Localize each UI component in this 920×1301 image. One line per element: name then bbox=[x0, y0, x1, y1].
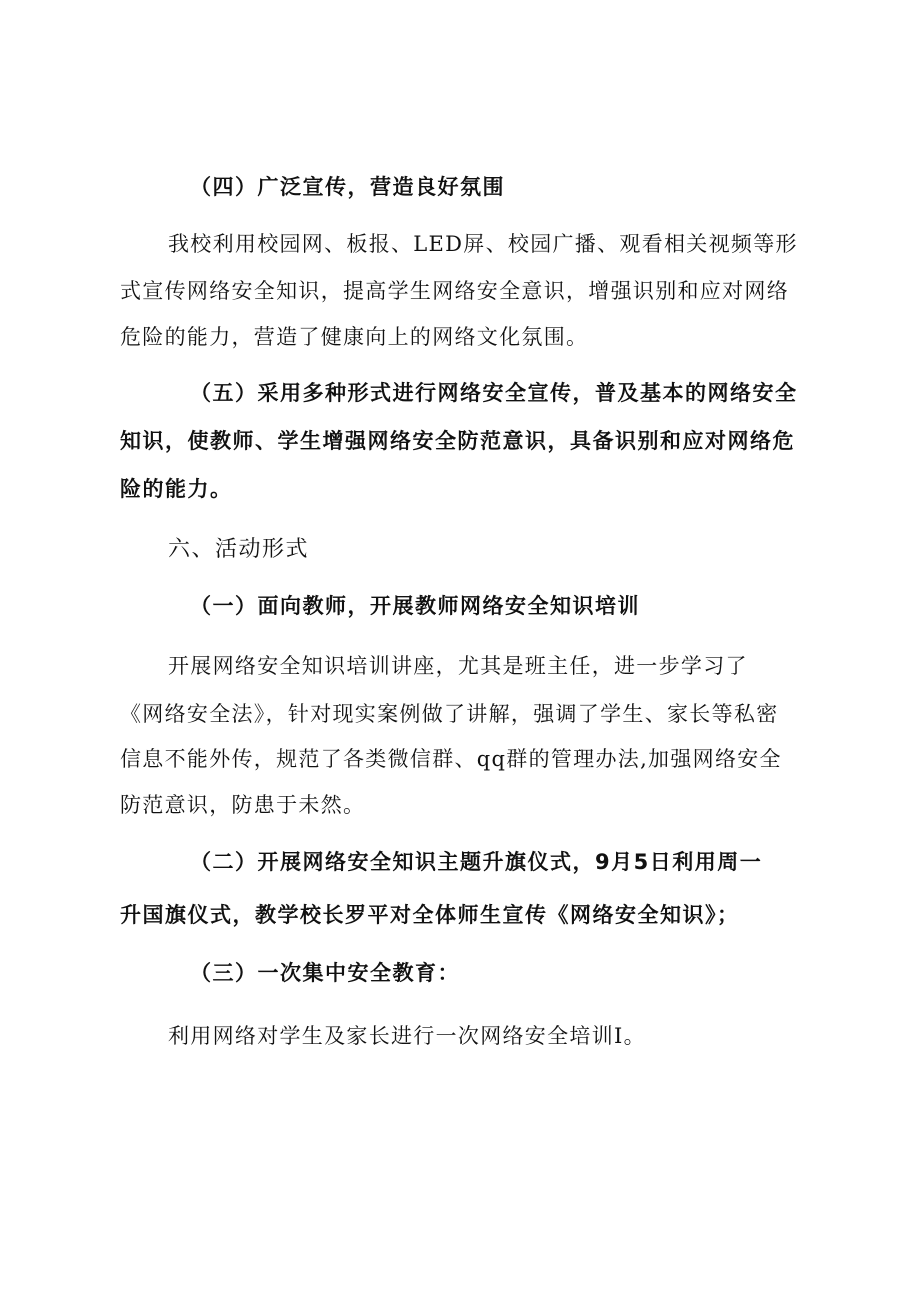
item-1-title: （一）面向教师，开展教师网络安全知识培训 bbox=[190, 594, 640, 618]
chapter-6-title: 六、活动形式 bbox=[168, 537, 310, 562]
item-3-title: （三）一次集中安全教育： bbox=[190, 961, 460, 985]
item-3-body-line-1: 利用网络对学生及家长进行一次网络安全培训Ⅰ。 bbox=[168, 1024, 646, 1048]
section-4-body-line-2: 式宣传网络安全知识，提高学生网络安全意识，增强识别和应对网络 bbox=[120, 279, 789, 303]
item-1-body-line-4: 防范意识，防患于未然。 bbox=[120, 793, 366, 817]
item-1-body-line-1: 开展网络安全知识培训讲座，尤其是班主任，进一步学习了 bbox=[168, 654, 748, 678]
section-4-body-line-1: 我校利用校园网、板报、LED屏、校园广播、观看相关视频等形 bbox=[168, 232, 798, 256]
section-5-line-1: （五）采用多种形式进行网络安全宣传，普及基本的网络安全 bbox=[190, 381, 798, 405]
section-4-body-line-3: 危险的能力，营造了健康向上的网络文化氛围。 bbox=[120, 325, 589, 349]
item-1-body-line-2: 《网络安全法》，针对现实案例做了讲解，强调了学生、家长等私密 bbox=[120, 702, 779, 726]
section-5-line-3: 险的能力。 bbox=[120, 477, 233, 501]
section-4-title: （四）广泛宣传，营造良好氛围 bbox=[190, 175, 505, 199]
item-2-line-1: （二）开展网络安全知识主题升旗仪式，9月5日利用周一 bbox=[190, 850, 763, 874]
item-1-body-line-3: 信息不能外传，规范了各类微信群、qq群的管理办法,加强网络安全 bbox=[120, 747, 782, 771]
item-2-line-2: 升国旗仪式，教学校长罗平对全体师生宣传《网络安全知识》； bbox=[120, 903, 740, 927]
section-5-line-2: 知识，使教师、学生增强网络安全防范意识，具备识别和应对网络危 bbox=[120, 429, 795, 453]
